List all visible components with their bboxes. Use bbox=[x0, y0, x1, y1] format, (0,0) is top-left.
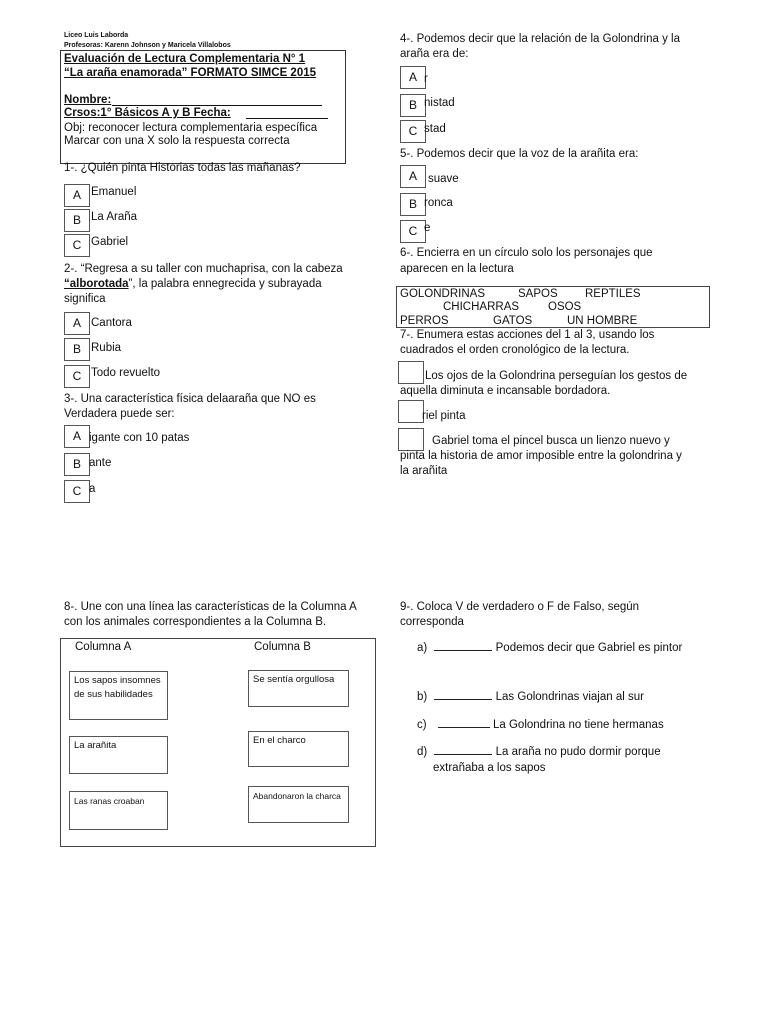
q9-item-a-label: a) bbox=[417, 642, 428, 654]
q5-option-b-text: ronca bbox=[424, 197, 453, 209]
q5-question: 5-. Podemos decir que la voz de la arañita era: bbox=[400, 148, 639, 160]
q1-option-c-text: Gabriel bbox=[91, 236, 129, 248]
q4-option-a-text: r bbox=[424, 73, 428, 85]
q3-option-c-box[interactable]: C bbox=[64, 480, 90, 503]
q8-col-a-item-2[interactable]: La arañita bbox=[69, 736, 168, 774]
course-label: Crsos:1° Básicos A y B Fecha: bbox=[64, 107, 231, 119]
q9-item-d-line2: extrañaba a los sapos bbox=[433, 762, 546, 774]
q4-question-line1: 4-. Podemos decir que la relación de la Golondrina y la bbox=[400, 33, 680, 45]
q9-item-c-label: c) bbox=[417, 719, 427, 731]
q4-option-b-box[interactable]: B bbox=[400, 94, 426, 117]
q2-option-c-text: Todo revuelto bbox=[91, 367, 161, 379]
q8-question-line1: 8-. Une con una línea las características de la Columna A bbox=[64, 601, 357, 613]
q2-bold-word: “alborotada bbox=[64, 278, 129, 290]
q1-option-c-box[interactable]: C bbox=[64, 234, 90, 257]
q7-order-box-1[interactable] bbox=[398, 361, 424, 384]
q9-item-d-text: La araña no pudo dormir porque bbox=[495, 746, 661, 758]
q9-item-c-blank[interactable] bbox=[438, 717, 490, 728]
q7-order-box-2[interactable] bbox=[398, 400, 424, 423]
q8-column-a-header: Columna A bbox=[75, 641, 132, 653]
q2-line2-rest: ”, la palabra ennegrecida y subrayada bbox=[128, 278, 322, 290]
q3-option-a-text: igante con 10 patas bbox=[89, 432, 190, 444]
q6-char-gatos[interactable]: GATOS bbox=[493, 315, 533, 327]
q1-option-a-box[interactable]: A bbox=[64, 184, 90, 207]
q9-item-a-text: Podemos decir que Gabriel es pintor bbox=[495, 642, 683, 654]
q7-item1-line2: aquella diminuta e incansable bordadora. bbox=[400, 385, 611, 397]
q7-order-box-3[interactable] bbox=[398, 428, 424, 451]
q2-question-line3: significa bbox=[64, 293, 106, 305]
q7-item3-line3: la arañita bbox=[400, 465, 448, 477]
q9-item-d bbox=[417, 744, 661, 760]
q7-item2: riel pinta bbox=[422, 410, 466, 422]
school-name: Liceo Luis Laborda bbox=[64, 32, 129, 39]
teachers-line: Profesoras: Karenn Johnson y Maricela Villalobos bbox=[64, 42, 231, 49]
q4-option-b-text: nistad bbox=[424, 97, 455, 109]
objective: Obj: reconocer lectura complementaria específica bbox=[64, 122, 318, 134]
instruction: Marcar con una X solo la respuesta correcta bbox=[64, 135, 290, 147]
q5-option-a-box[interactable]: A bbox=[400, 165, 426, 188]
q7-item3-line1: Gabriel toma el pincel busca un lienzo nuevo y bbox=[432, 435, 670, 447]
q8-col-a-item-3[interactable]: Las ranas croaban bbox=[69, 791, 168, 830]
q2-question-line2 bbox=[64, 277, 366, 292]
q6-char-reptiles[interactable]: REPTILES bbox=[585, 288, 641, 300]
q8-col-a-item-1[interactable]: Los sapos insomnes de sus habilidades bbox=[69, 671, 168, 720]
name-label: Nombre: bbox=[64, 94, 112, 106]
q5-option-b-box[interactable]: B bbox=[400, 193, 426, 216]
q2-option-c-box[interactable]: C bbox=[64, 365, 90, 388]
q4-option-a-box[interactable]: A bbox=[400, 66, 426, 89]
eval-title: Evaluación de Lectura Complementaria N° 1 bbox=[64, 53, 306, 65]
q2-option-b-text: Rubia bbox=[91, 342, 122, 354]
name-line[interactable] bbox=[112, 105, 322, 106]
q6-question-line1: 6-. Encierra en un círculo solo los personajes que bbox=[400, 247, 653, 259]
q6-char-osos[interactable]: OSOS bbox=[548, 301, 582, 313]
q9-item-b-text: Las Golondrinas viajan al sur bbox=[495, 691, 644, 703]
q2-option-a-box[interactable]: A bbox=[64, 312, 90, 335]
q9-item-b bbox=[417, 689, 644, 705]
q9-item-d-blank[interactable] bbox=[434, 744, 492, 755]
q6-char-un-hombre[interactable]: UN HOMBRE bbox=[567, 315, 638, 327]
q5-option-c-box[interactable]: C bbox=[400, 220, 426, 243]
q3-option-a-box[interactable]: A bbox=[64, 425, 90, 448]
q5-option-c-text: e bbox=[424, 222, 431, 234]
q8-col-b-item-3[interactable]: Abandonaron la charca bbox=[248, 786, 349, 823]
q6-question-line2: aparecen en la lectura bbox=[400, 263, 514, 275]
q7-item1-line1: Los ojos de la Golondrina perseguían los gestos de bbox=[425, 370, 688, 382]
q8-col-b-item-1[interactable]: Se sentía orgullosa bbox=[248, 670, 349, 707]
q8-question-line2: con los animales correspondientes a la Columna B. bbox=[64, 616, 327, 628]
q9-item-c bbox=[417, 717, 664, 733]
q8-column-b-header: Columna B bbox=[254, 641, 311, 653]
q7-question-line2: cuadrados el orden cronológico de la lectura. bbox=[400, 344, 630, 356]
q1-option-a-text: Emanuel bbox=[91, 186, 137, 198]
q4-option-c-text: stad bbox=[424, 123, 446, 135]
q1-option-b-box[interactable]: B bbox=[64, 209, 90, 232]
q6-char-perros[interactable]: PERROS bbox=[400, 315, 449, 327]
book-title: “La araña enamorada” FORMATO SIMCE 2015 bbox=[64, 67, 317, 79]
q7-item3-line2: pinta la historia de amor imposible entre la golondrina y bbox=[400, 450, 682, 462]
q9-item-b-label: b) bbox=[417, 691, 428, 703]
q2-question-line1: 2-. “Regresa a su taller con muchaprisa, con la cabeza bbox=[64, 263, 343, 275]
q9-question-line2: corresponda bbox=[400, 616, 464, 628]
q6-char-sapos[interactable]: SAPOS bbox=[518, 288, 558, 300]
q3-question-line2: Verdadera puede ser: bbox=[64, 408, 175, 420]
q9-item-a bbox=[417, 640, 682, 656]
q9-question-line1: 9-. Coloca V de verdadero o F de Falso, según bbox=[400, 601, 640, 613]
q4-question-line2: araña era de: bbox=[400, 48, 469, 60]
q3-question-line1: 3-. Una característica física delaaraña que NO es bbox=[64, 393, 316, 405]
q1-question: 1-. ¿Quién pinta Historias todas las mañanas? bbox=[64, 162, 301, 174]
q3-option-c-text: a bbox=[89, 483, 96, 495]
q3-option-b-box[interactable]: B bbox=[64, 453, 90, 476]
q9-item-b-blank[interactable] bbox=[434, 689, 492, 700]
q5-option-a-text: suave bbox=[428, 173, 459, 185]
q9-item-d-label: d) bbox=[417, 746, 428, 758]
date-line[interactable] bbox=[246, 118, 328, 119]
q4-option-c-box[interactable]: C bbox=[400, 120, 426, 143]
q6-char-chicharras[interactable]: CHICHARRAS bbox=[443, 301, 520, 313]
q9-item-c-text: La Golondrina no tiene hermanas bbox=[493, 719, 664, 731]
q3-option-b-text: ante bbox=[89, 457, 112, 469]
q1-option-b-text: La Araña bbox=[91, 211, 138, 223]
q9-item-a-blank[interactable] bbox=[434, 640, 492, 651]
q8-col-b-item-2[interactable]: En el charco bbox=[248, 731, 349, 767]
q2-option-b-box[interactable]: B bbox=[64, 338, 90, 361]
q2-option-a-text: Cantora bbox=[91, 317, 132, 329]
q6-char-golondrinas[interactable]: GOLONDRINAS bbox=[400, 288, 485, 300]
q7-question-line1: 7-. Enumera estas acciones del 1 al 3, usando los bbox=[400, 329, 655, 341]
